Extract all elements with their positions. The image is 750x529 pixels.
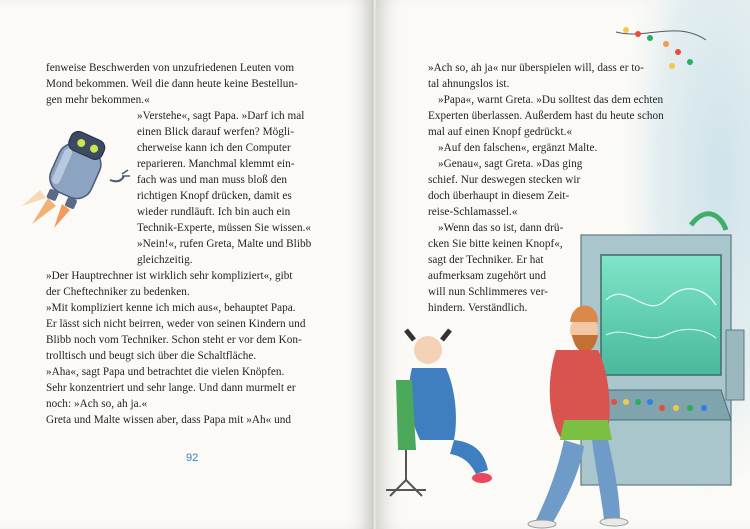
text-line: fenweise Beschwerden von unzufriedenen Leuten vom <box>46 62 295 74</box>
text-line: Greta und Malte wissen aber, dass Papa mit »Ah« und <box>46 414 292 426</box>
text-line: wieder rundläuft. Ich bin auch ein <box>137 206 291 218</box>
papa-figure <box>386 330 492 496</box>
robot-arm <box>110 176 124 181</box>
text-line: »Papa«, warnt Greta. »Du solltest das dem echten <box>438 94 664 106</box>
text-line: Mond bekommen. Weil die dann heute keine Bestellun- <box>46 78 298 90</box>
text-line: reise-Schlamassel.« <box>428 206 518 218</box>
text-line: reparieren. Manchmal klemmt ein- <box>137 158 295 170</box>
text-line: Experten überlassen. Außerdem hast du heute schon <box>428 110 664 122</box>
text-line: schief. Nur deswegen stecken wir <box>428 174 581 186</box>
text-line: tal ahnungslos ist. <box>428 78 510 90</box>
text-line: richtigen Knopf drücken, damit es <box>137 190 292 202</box>
text-line: hindern. Verständlich. <box>428 302 528 314</box>
text-line: fach was und man muss bloß den <box>137 174 288 186</box>
text-line: Blibb noch vom Techniker. Schon steht er vor dem Kon- <box>46 334 302 346</box>
text-line: der Cheftechniker zu bedenken. <box>46 286 190 298</box>
text-line: gleichzeitig. <box>137 254 193 266</box>
text-line: Er lässt sich nicht beirren, weder von seinen Kindern und <box>46 318 306 330</box>
text-line: »Der Hauptrechner ist wirklich sehr kompliziert«, gibt <box>46 270 293 282</box>
text-line: trolltisch und beugt sich über die Schaltfläche. <box>46 350 257 362</box>
text-line: »Genau«, sagt Greta. »Das ging <box>438 158 583 170</box>
text-line: »Nein!«, rufen Greta, Malte und Blibb <box>137 238 312 250</box>
text-line: mal auf einen Knopf gedrückt.« <box>428 126 573 138</box>
text-line: »Mit kompliziert kenne ich mich aus«, behauptet Papa. <box>46 302 296 314</box>
right-page <box>376 0 750 529</box>
text-line: »Auf den falschen«, ergänzt Malte. <box>438 142 598 154</box>
text-line: will nun Schlimmeres ver- <box>428 286 549 298</box>
text-line: aufmerksam zugehört und <box>428 270 546 282</box>
rocket-flames <box>22 190 70 228</box>
text-line: »Verstehe«, sagt Papa. »Darf ich mal <box>137 110 305 122</box>
text-line: cherweise kann ich den Computer <box>137 142 291 154</box>
text-line: Technik-Experte, müssen Sie wissen.« <box>137 222 312 234</box>
text-line: einen Blick darauf werfen? Mögli- <box>137 126 294 138</box>
text-line: cken Sie bitte keinen Knopf«, <box>428 238 563 250</box>
page-number: 92 <box>186 452 199 464</box>
text-line: Sehr konzentriert und sehr lange. Und dann murmelt er <box>46 382 296 394</box>
text-line: sagt der Techniker. Er hat <box>428 254 544 266</box>
robot-illustration <box>18 120 136 230</box>
text-line: »Wenn das so ist, dann drü- <box>438 222 564 234</box>
text-line: »Ach so, ah ja« nur überspielen will, dass er to- <box>428 62 644 74</box>
console-screen <box>601 255 721 375</box>
text-line: noch: »Ach so, ah ja.« <box>46 398 148 410</box>
text-line: »Aha«, sagt Papa und betrachtet die vielen Knöpfen. <box>46 366 285 378</box>
text-line: gen mehr bekommen.« <box>46 94 150 106</box>
left-page <box>0 0 374 529</box>
text-line: doch überhaupt in diesem Zeit- <box>428 190 570 202</box>
